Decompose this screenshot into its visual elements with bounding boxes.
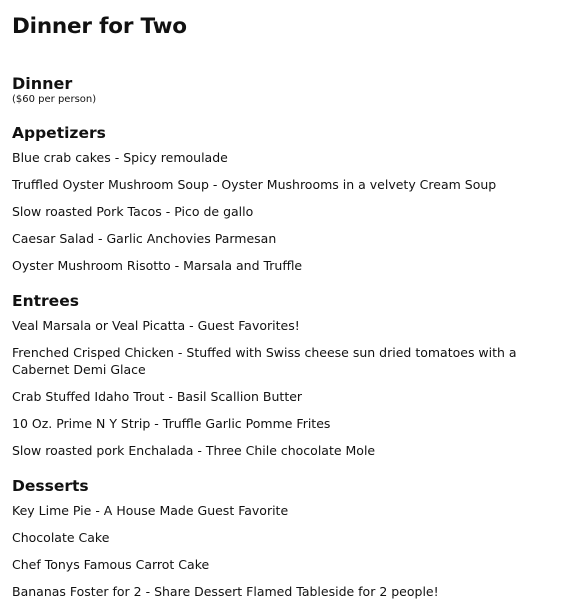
menu-item: Oyster Mushroom Risotto - Marsala and Truffle — [12, 258, 303, 273]
page-title: Dinner for Two — [12, 14, 187, 39]
item-list — [12, 149, 558, 274]
section-title: Entrees — [12, 292, 79, 310]
menu-item: Frenched Crisped Chicken - Stuffed with Swiss cheese sun dried tomatoes with a Cabernet Demi Glace — [12, 345, 517, 377]
menu-heading: Dinner — [12, 74, 73, 93]
menu-item: Truffled Oyster Mushroom Soup - Oyster Mushrooms in a velvety Cream Soup — [12, 177, 497, 192]
menu-item: 10 Oz. Prime N Y Strip - Truffle Garlic Pomme Frites — [12, 416, 331, 431]
item-list — [12, 502, 558, 600]
menu-item: Chef Tonys Famous Carrot Cake — [12, 557, 210, 572]
section-title: Appetizers — [12, 124, 106, 142]
section-entrees — [12, 292, 558, 459]
menu-item: Slow roasted pork Enchalada - Three Chile chocolate Mole — [12, 443, 376, 458]
menu-item: Caesar Salad - Garlic Anchovies Parmesan — [12, 231, 277, 246]
item-list — [12, 317, 558, 459]
menu-item: Bananas Foster for 2 - Share Dessert Flamed Tableside for 2 people! — [12, 584, 439, 599]
menu-item: Chocolate Cake — [12, 530, 110, 545]
menu-item: Slow roasted Pork Tacos - Pico de gallo — [12, 204, 254, 219]
menu-item: Veal Marsala or Veal Picatta - Guest Favorites! — [12, 318, 300, 333]
menu-item: Blue crab cakes - Spicy remoulade — [12, 150, 228, 165]
menu-item: Key Lime Pie - A House Made Guest Favorite — [12, 503, 289, 518]
section-appetizers — [12, 124, 558, 274]
section-desserts — [12, 477, 558, 600]
section-title: Desserts — [12, 477, 89, 495]
price-note: ($60 per person) — [12, 94, 97, 105]
menu-item: Crab Stuffed Idaho Trout - Basil Scallion Butter — [12, 389, 303, 404]
